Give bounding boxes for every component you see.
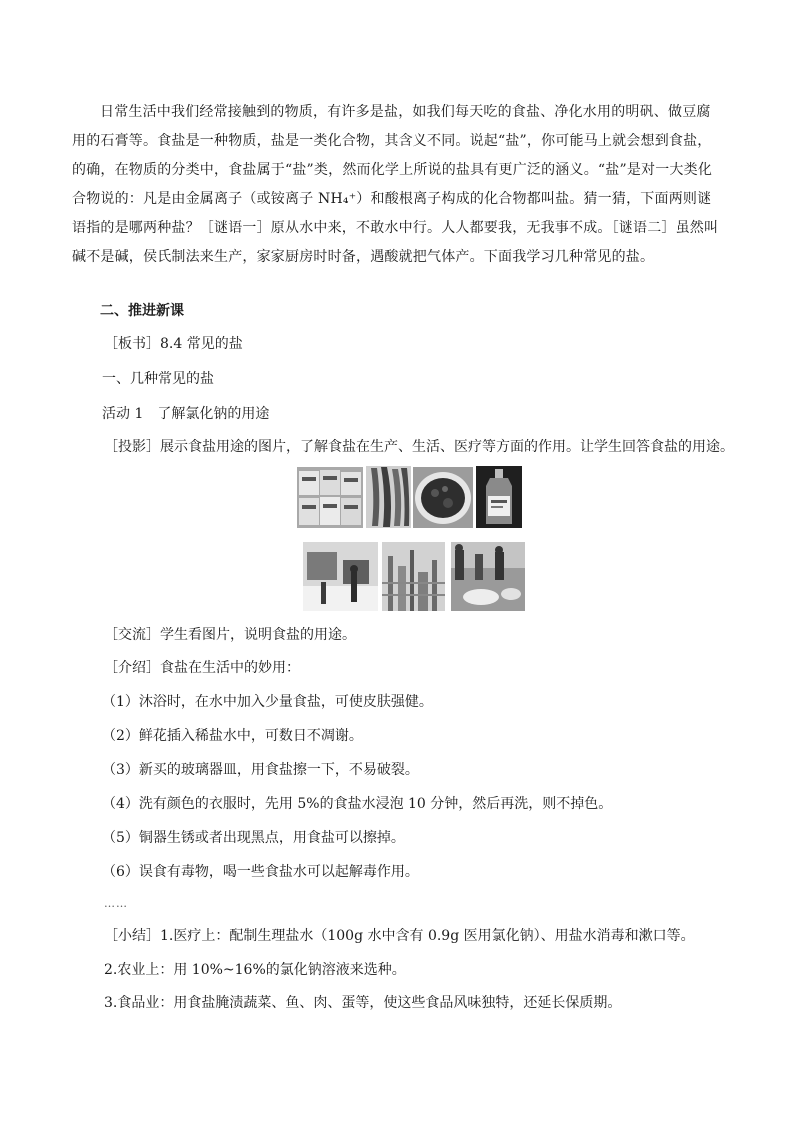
- salt-bags-photo: [297, 467, 363, 528]
- introduce-note: ［介绍］食盐在生活中的妙用：: [104, 660, 300, 676]
- summary-item: 3.食品业：用食盐腌渍蔬菜、鱼、肉、蛋等，使这些食品风味独特，还延长保质期。: [104, 995, 622, 1011]
- tip-item: （5）铜器生锈或者出现黑点，用食盐可以擦掉。: [102, 830, 405, 846]
- salt-harvest-photo: [451, 542, 525, 611]
- activity-title: 活动 1 了解氯化钠的用途: [102, 406, 270, 422]
- subheading: 一、几种常见的盐: [102, 371, 214, 387]
- tip-item: （1）沐浴时，在水中加入少量食盐，可使皮肤强健。: [102, 694, 433, 710]
- projection-note: ［投影］展示食盐用途的图片，了解食盐在生产、生活、医疗等方面的作用。让学生回答食盐的用途。: [104, 439, 734, 455]
- ellipsis: ……: [104, 897, 128, 910]
- summary-item: ［小结］1.医疗上：配制生理盐水（100g 水中含有 0.9g 医用氯化钠）、用盐水消毒和漱口等。: [104, 928, 695, 944]
- section-heading: 二、推进新课: [100, 303, 184, 319]
- intro-paragraph: 日常生活中我们经常接触到的物质，有许多是盐，如我们每天吃的食盐、净化水用的明矾、做豆腐用的石膏等。食盐是一种物质，盐是一类化合物，其含义不同。说起“盐”，你可能马上就会想到食盐，的确，在物质的分类中，食盐属于“盐”类，然而化学上所说的盐具有更广泛的涵义。“盐”是对一大类化合物说的：凡是由金属离子（或铵离子 NH₄⁺）和酸根离子构成的化合物都叫盐。猜一猜，下面两则谜语指的是哪两种盐？［谜语一］原从水中来，不敢水中行。人人都要我，无我事不成。［谜语二］虽然叫碱不是碱，侯氏制法来生产，家家厨房时时备，遇酸就把气体产。下面我学习几种常见的盐。: [72, 104, 719, 265]
- salted-fish-photo: [366, 466, 411, 528]
- tip-item: （3）新买的玻璃器皿，用食盐擦一下，不易破裂。: [102, 762, 419, 778]
- tip-item: （4）洗有颜色的衣服时，先用 5%的食盐水浸泡 10 分钟，然后再洗，则不掉色。: [102, 796, 613, 812]
- summary-item: 2.农业上：用 10%~16%的氯化钠溶液来选种。: [104, 962, 406, 978]
- snow-road-salting-photo: [303, 542, 378, 611]
- pickled-food-photo: [413, 467, 473, 528]
- tip-item: （2）鲜花插入稀盐水中，可数日不凋谢。: [102, 728, 363, 744]
- board-note: ［板书］8.4 常见的盐: [104, 336, 243, 352]
- saline-bottle-photo: [476, 466, 522, 528]
- chemical-plant-photo: [382, 542, 445, 611]
- exchange-note: ［交流］学生看图片，说明食盐的用途。: [104, 627, 356, 643]
- tip-item: （6）误食有毒物，喝一些食盐水可以起解毒作用。: [102, 864, 419, 880]
